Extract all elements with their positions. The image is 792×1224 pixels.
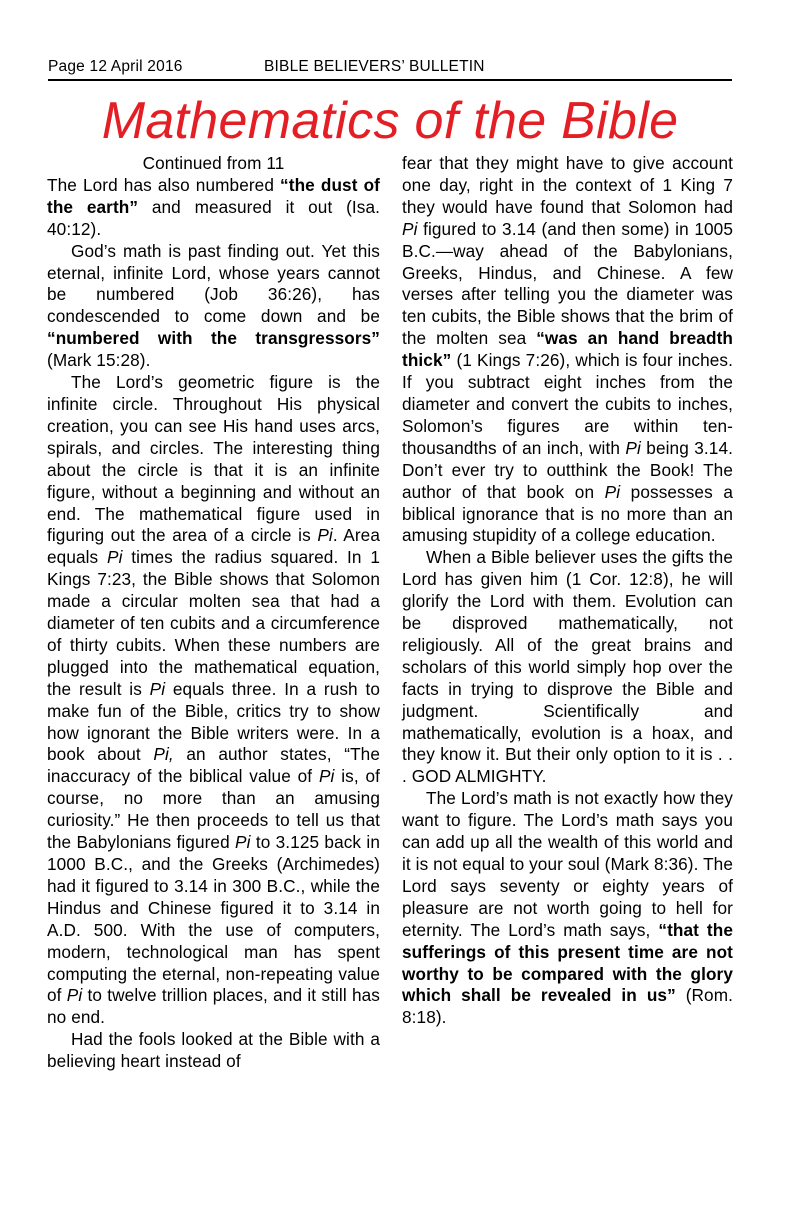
text-run: being 3.14. Don’t ever try to outthink the Book! The author of that book on <box>402 437 733 502</box>
publication-name: BIBLE BELIEVERS’ BULLETIN <box>264 58 485 75</box>
header-divider <box>48 79 732 81</box>
bold-quote: “numbered with the transgressors” <box>47 328 380 349</box>
text-run: God’s math is past finding out. Yet this eternal, infinite Lord, whose years cannot be numbered (Job 36:26), has condescended to come down and be <box>47 240 380 327</box>
italic-term: Pi <box>625 437 641 458</box>
text-run: (Rom. 8:18). <box>402 985 734 1028</box>
italic-term: Pi <box>66 985 83 1006</box>
bold-quote: “that the sufferings of this present time are not worthy to be compared with the glory which shall be revealed in us” <box>402 919 733 1006</box>
text-run: fear that they might have to give account one day, right in the context of 1 King 7 they would have found that Solomon had <box>402 153 733 217</box>
text-run: possesses a biblical ignorance that is no more than an amusing stupidity of a college education. <box>402 481 733 546</box>
text-run: The Lord’s geometric figure is the infinite circle. Throughout His physical creation, you can see His hand uses arcs, spirals, and circles. The interesting thing about the circle is that it is an infinite figure, without a beginning and without an end. The mathematical figure used in figuring out the area of a circle is <box>47 372 380 546</box>
text-run: The Lord’s math is not exactly how they want to figure. The Lord’s math says you can add up all the wealth of this world and it is not equal to your soul (Mark 8:36). The Lord says seventy or eighty years of pleasure are not worth going to hell for eternity. The Lord’s math says, <box>402 788 733 940</box>
text-run: and measured it out (Isa. 40:12). <box>47 196 381 239</box>
text-run: . Area equals <box>47 525 380 568</box>
bold-quote: “was an hand breadth thick” <box>402 328 733 371</box>
paragraph <box>402 788 733 1029</box>
paragraph: Had the fools looked at the Bible with a believing heart instead of <box>47 1029 380 1072</box>
continued-note: Continued from 11 <box>142 153 285 173</box>
paragraph <box>47 241 380 372</box>
text-run: to twelve trillion places, and it still has no end. <box>47 985 380 1028</box>
italic-term: Pi <box>402 218 418 239</box>
text-run: to 3.125 back in 1000 B.C., and the Greeks (Archimedes) had it figured to 3.14 in 300 B.C., while the Hindus and Chinese figured it to 3.14 in A.D. 500. With the use of computers, modern, technological man has spent computing the eternal, non-repeating value of <box>47 832 380 1006</box>
paragraph: When a Bible believer uses the gifts the Lord has given him (1 Cor. 12:8), he will glorify the Lord with them. Evolution can be disproved mathematically, not religiously. All of the great brains and scholars of this world simply hop over the facts in trying to disprove the Bible and judgment. Scientifically and mathematically, evolution is a hoax, and they know it. But their only option to it is . . . GOD ALMIGHTY. <box>402 547 733 787</box>
italic-term: Pi <box>235 832 251 853</box>
italic-term: Pi <box>107 547 123 568</box>
italic-term: Pi, <box>153 744 174 765</box>
paragraph <box>47 175 380 241</box>
italic-term: Pi <box>317 525 333 546</box>
italic-term: Pi <box>149 678 166 699</box>
page-number-date: Page 12 April 2016 <box>48 58 183 75</box>
text-run: (Mark 15:28). <box>47 350 151 371</box>
text-run: figured to 3.14 (and then some) in 1005 B.C.—way ahead of the Babylonians, Greeks, Hindus, and Chinese. A few verses after telling you the diameter was ten cubits, the Bible shows that the brim of the molten sea <box>402 218 733 349</box>
bold-quote: “the dust of the earth” <box>47 174 380 217</box>
text-run: an author states, “The inaccuracy of the biblical value of <box>47 744 380 787</box>
italic-term: Pi <box>604 481 621 502</box>
paragraph <box>402 153 733 547</box>
right-column <box>402 153 733 1029</box>
article-title: Mathematics of the Bible <box>101 92 679 150</box>
left-column <box>47 153 380 1073</box>
text-run: times the radius squared. In 1 Kings 7:23, the Bible shows that Solomon made a circular molten sea that had a diameter of ten cubits and a circumference of thirty cubits. When these numbers are plugged into the mathematical equation, the result is <box>47 547 380 699</box>
text-run: The Lord has also numbered <box>47 174 281 195</box>
text-run: (1 Kings 7:26), which is four inches. If you subtract eight inches from the diameter and convert the cubits to inches, Solomon’s figures are within ten-thousandths of an inch, with <box>402 350 733 458</box>
italic-term: Pi <box>318 766 335 787</box>
page-header <box>48 58 732 78</box>
text-run: equals three. In a rush to make fun of the Bible, critics try to show how ignorant the Bible writers were. In a book about <box>47 678 380 765</box>
text-run: is, of course, no more than an amusing curiosity.” He then proceeds to tell us that the Babylonians figured <box>47 766 380 853</box>
paragraph <box>47 372 380 1029</box>
